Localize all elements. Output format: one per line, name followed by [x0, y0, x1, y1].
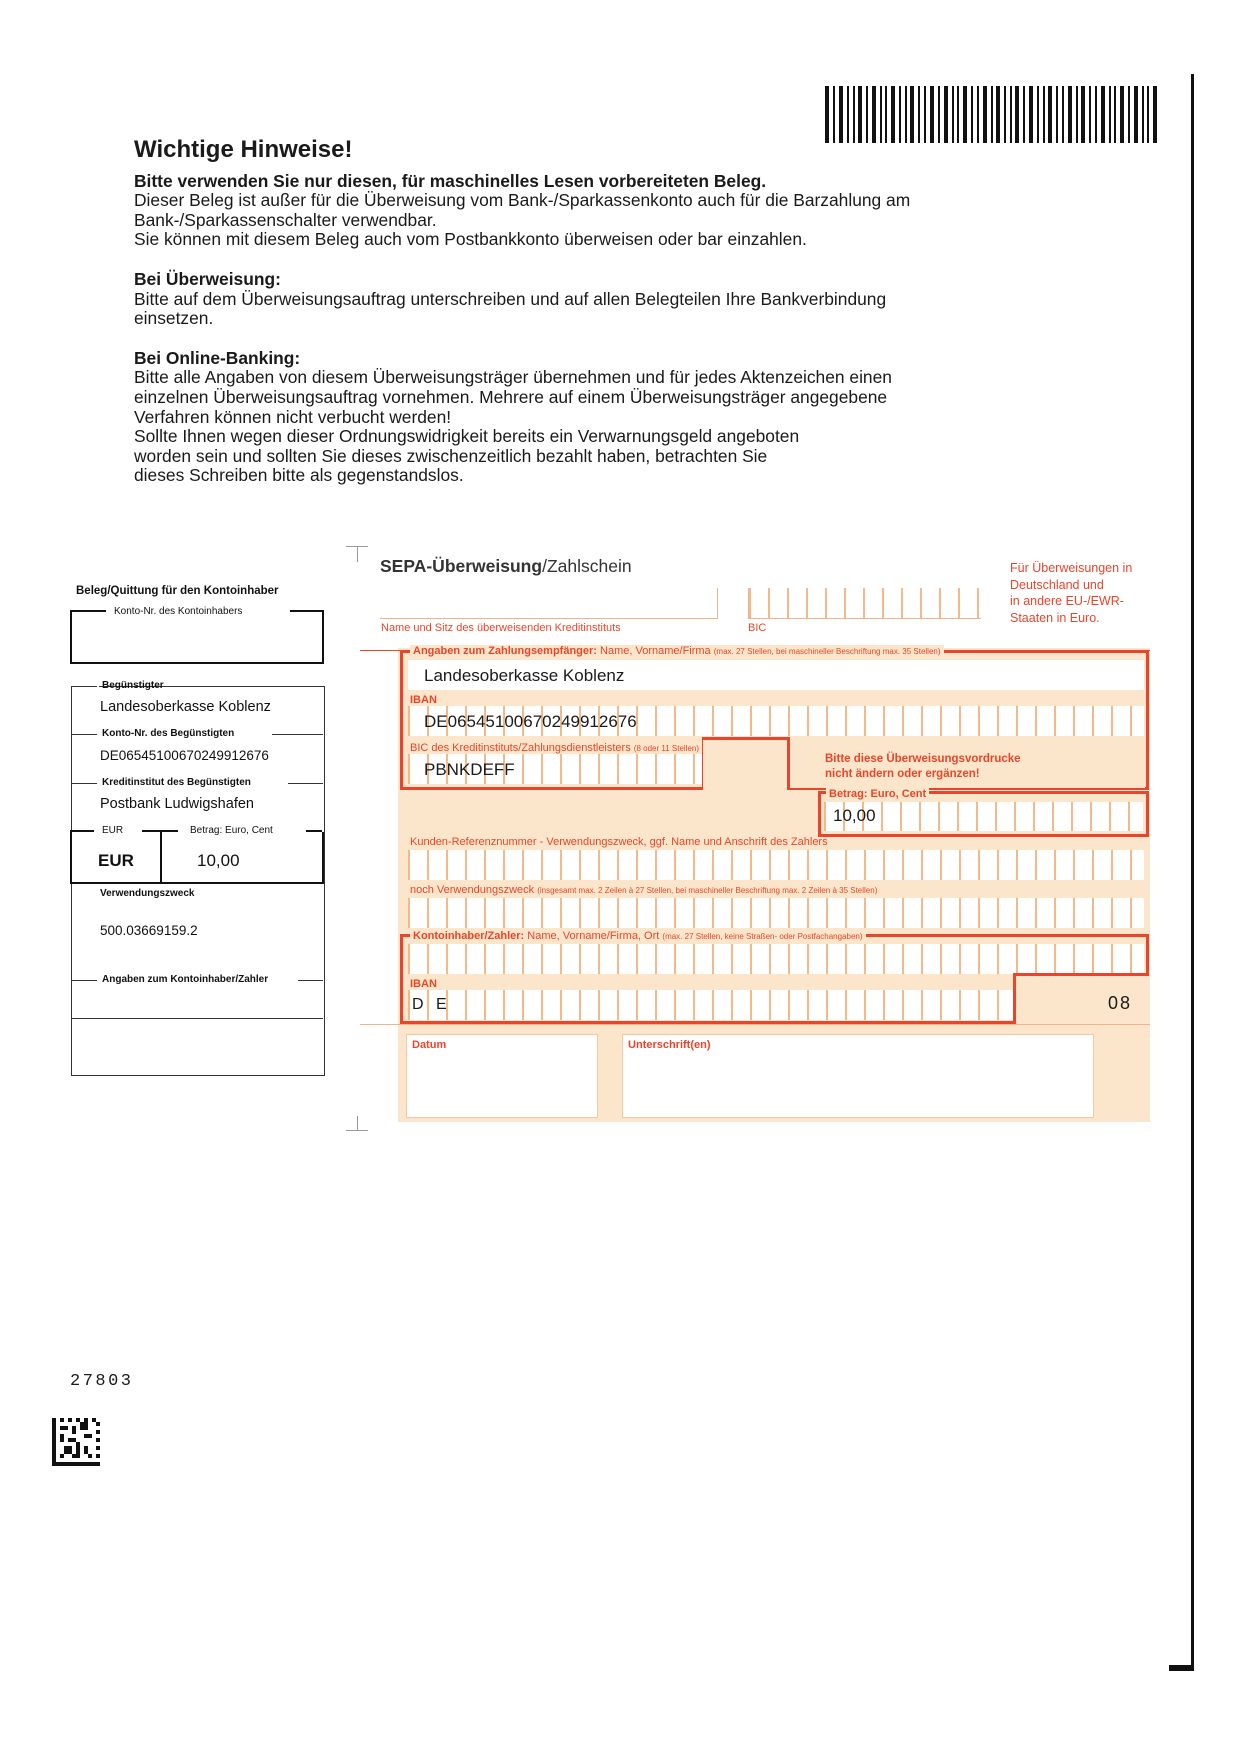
- notes-online-heading: Bei Online-Banking:: [134, 347, 301, 368]
- notes-transfer-line2: einsetzen.: [134, 308, 214, 329]
- notes-intro-line2: Bank-/Sparkassenschalter verwendbar.: [134, 209, 437, 230]
- notes-online-line1: Bitte alle Angaben von diesem Überweisungsträger übernehmen und für jedes Aktenzeichen einen: [134, 367, 892, 388]
- qr-code-icon: [52, 1418, 100, 1466]
- bic-top-field[interactable]: [748, 588, 981, 619]
- form-title-rest: /Zahlschein: [542, 556, 632, 576]
- stub-beneficiary-label: Begünstigter: [102, 680, 164, 691]
- stub-bank: Postbank Ludwigshafen: [100, 796, 254, 812]
- payee-label-rest: Name, Vorname/Firma: [600, 645, 711, 657]
- binding-line: [1191, 74, 1194, 1668]
- reference-field[interactable]: [408, 850, 1144, 880]
- form-warning-line1: Bitte diese Überweisungsvordrucke: [825, 753, 1021, 765]
- form-note-line3: in andere EU-/EWR-: [1010, 594, 1124, 608]
- notes-online-line6: dieses Schreiben bitte als gegenstandslos.: [134, 465, 464, 486]
- form-note-line4: Staaten in Euro.: [1010, 610, 1100, 625]
- payer-label-bold: Kontoinhaber/Zahler:: [413, 930, 525, 942]
- form-note: [1010, 560, 1132, 626]
- form-warning: [825, 752, 1021, 782]
- payer-iban-label: IBAN: [410, 978, 437, 990]
- stub-beneficiary-account: DE06545100670249912676: [100, 748, 269, 763]
- payer-field[interactable]: [408, 944, 1144, 974]
- payee-value: Landesoberkasse Koblenz: [424, 666, 625, 685]
- stub-currency: EUR: [98, 851, 134, 870]
- purpose2-label: [410, 884, 877, 896]
- bank-name-line[interactable]: [380, 618, 718, 619]
- notes-title: Wichtige Hinweise!: [134, 136, 353, 163]
- payee-label: [410, 645, 944, 657]
- barcode-icon: [825, 86, 1160, 143]
- bank-name-label: Name und Sitz des überweisenden Kreditinstituts: [381, 622, 621, 634]
- stub-bank-label: Kreditinstitut des Begünstigten: [102, 777, 251, 788]
- purpose2-label-main: noch Verwendungszweck: [410, 884, 535, 896]
- stub-amount: 10,00: [197, 851, 240, 870]
- stub-beneficiary-account-label: Konto-Nr. des Begünstigten: [102, 728, 235, 739]
- bic-value: PBNKDEFF: [424, 760, 515, 779]
- footer-number: 27803: [70, 1372, 134, 1391]
- notes-intro-line1: Dieser Beleg ist außer für die Überweisung vom Bank-/Sparkassenkonto auch für die Barzahlung am: [134, 190, 911, 211]
- amount-label: Betrag: Euro, Cent: [826, 788, 929, 800]
- bic-label: [410, 742, 699, 754]
- form-title: [380, 556, 632, 577]
- form-warning-line2: nicht ändern oder ergänzen!: [825, 768, 980, 780]
- stub-payer-label: Angaben zum Kontoinhaber/Zahler: [102, 974, 269, 985]
- payer-iban-d: D: [412, 996, 424, 1013]
- notes-online-line5: worden sein und sollten Sie dieses zwischenzeitlich bezahlt haben, betrachten Sie: [134, 445, 768, 466]
- payee-hint: (max. 27 Stellen, bei maschineller Beschriftung max. 35 Stellen): [713, 647, 941, 656]
- form-code: 08: [1108, 993, 1133, 1013]
- stub-currency-label: EUR: [102, 825, 124, 836]
- bic-top-label: BIC: [748, 622, 767, 634]
- stub-beneficiary: Landesoberkasse Koblenz: [100, 699, 271, 715]
- important-notes: [134, 136, 1034, 486]
- reference-label: Kunden-Referenznummer - Verwendungszweck, ggf. Name und Anschrift des Zahlers: [410, 836, 828, 848]
- signature-label: Unterschrift(en): [628, 1039, 711, 1051]
- stub-amount-label: Betrag: Euro, Cent: [190, 825, 273, 836]
- bic-label-main: BIC des Kreditinstituts/Zahlungsdienstleisters: [410, 742, 631, 754]
- notes-online-line4: Sollte Ihnen wegen dieser Ordnungswidrigkeit bereits ein Verwarnungsgeld angeboten: [134, 426, 800, 447]
- iban-value: DE06545100670249912676: [424, 712, 637, 731]
- notes-transfer-heading: Bei Überweisung:: [134, 268, 281, 289]
- payer-iban-e: E: [436, 996, 447, 1013]
- date-label: Datum: [412, 1039, 447, 1051]
- form-note-line2: Deutschland und: [1010, 577, 1104, 592]
- stub-title: Beleg/Quittung für den Kontoinhaber: [76, 585, 279, 597]
- iban-label: IBAN: [410, 694, 437, 706]
- stub-account-label: Konto-Nr. des Kontoinhabers: [114, 606, 243, 617]
- stub-account-box[interactable]: [70, 612, 324, 664]
- form-title-bold: SEPA-Überweisung: [380, 556, 543, 576]
- payer-iban-field[interactable]: [408, 990, 1016, 1020]
- notes-online-line3: Verfahren können nicht verbucht werden!: [134, 406, 452, 427]
- payee-label-bold: Angaben zum Zahlungsempfänger:: [413, 645, 597, 657]
- payer-label: [410, 930, 866, 942]
- stub-purpose: 500.03669159.2: [100, 923, 198, 938]
- form-note-line1: Für Überweisungen in: [1010, 561, 1133, 575]
- notes-transfer-line1: Bitte auf dem Überweisungsauftrag unterschreiben und auf allen Belegteilen Ihre Bankverbindung: [134, 288, 887, 309]
- payer-hint: (max. 27 Stellen, keine Straßen- oder Postfachangaben): [662, 932, 863, 941]
- bic-hint: (8 oder 11 Stellen): [633, 744, 700, 753]
- notes-online-line2: einzelnen Überweisungsauftrag vornehmen. Mehrere auf einem Überweisungsträger angegebene: [134, 386, 888, 407]
- payer-label-rest: Name, Vorname/Firma, Ort: [527, 930, 660, 942]
- purpose2-field[interactable]: [408, 898, 1144, 928]
- binding-line-foot: [1169, 1665, 1194, 1671]
- purpose2-hint: (insgesamt max. 2 Zeilen à 27 Stellen, bei maschineller Beschriftung max. 2 Zeilen à 35 Stellen): [537, 886, 878, 895]
- stub-purpose-label: Verwendungszweck: [100, 888, 195, 899]
- amount-value: 10,00: [833, 806, 876, 825]
- notes-intro-line3: Sie können mit diesem Beleg auch vom Postbankkonto überweisen oder bar einzahlen.: [134, 229, 807, 250]
- notes-intro-bold: Bitte verwenden Sie nur diesen, für maschinelles Lesen vorbereiteten Beleg.: [134, 170, 767, 191]
